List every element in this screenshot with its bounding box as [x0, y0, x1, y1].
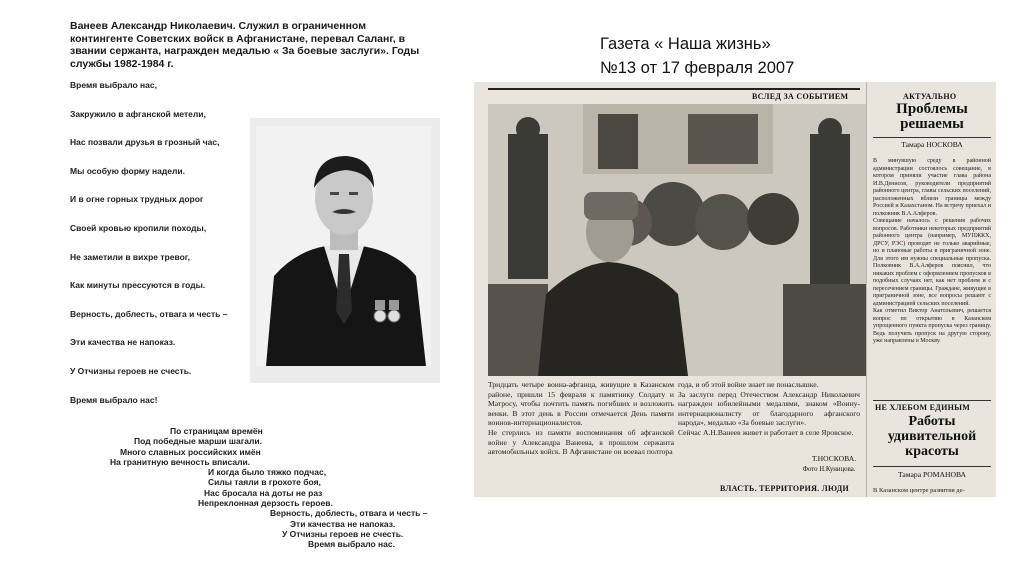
newspaper-clipping: [474, 82, 996, 497]
poem-line: Закружило в афганской метели,: [70, 108, 206, 119]
section-heading-culture: НЕ ХЛЕБОМ ЕДИНЫМ: [875, 403, 971, 412]
side-rule: [873, 400, 991, 401]
poem-line: Время выбрало нас!: [70, 394, 158, 405]
side-article-title-1: Проблемы решаемы: [896, 101, 968, 132]
caption-newspaper-name: Газета « Наша жизнь»: [600, 35, 771, 53]
side-rule: [873, 137, 991, 138]
poem-line: Непреклонная дерзость героев.: [198, 498, 333, 509]
header-rule: [488, 88, 860, 90]
poem-line: Эти качества не напоказ.: [70, 337, 176, 348]
poem-line: Время выбрало нас.: [308, 539, 396, 550]
poem-line: Нас бросала на доты не раз: [204, 487, 323, 498]
poem-line: Нас позвали друзья в грозный час,: [70, 137, 220, 148]
typed-document: [60, 18, 450, 558]
poem-line: По страницам времён: [170, 426, 263, 436]
section-heading-event: ВСЛЕД ЗА СОБЫТИЕМ: [752, 92, 849, 101]
poem-line: И в огне горных трудных дорог: [70, 194, 204, 205]
article-author: Т.НОСКОВА.: [811, 454, 857, 463]
poem-line: Верность, доблесть, отвага и честь –: [270, 508, 428, 519]
portrait-illustration: [256, 126, 431, 366]
section-heading-bottom: ВЛАСТЬ. ТЕРРИТОРИЯ. ЛЮДИ: [720, 484, 850, 493]
side-article-title-2: Работы удивительной красоты: [887, 414, 977, 459]
poem-line: У Отчизны героев не счесть.: [70, 365, 192, 376]
newspaper-caption: [600, 32, 794, 80]
memorial-photo-illustration: [488, 104, 866, 376]
newspaper-main-article: [474, 82, 866, 497]
section-heading-actual: АКТУАЛЬНО: [903, 92, 957, 101]
caption-issue-date: №13 от 17 февраля 2007: [600, 59, 795, 77]
article-text-column-1: Тридцать четыре воина-афганца, живущие в Казанском районе, пришли 15 февраля к памятнику Солдату и Матросу, чтобы почтить память погибших и возложить венки. В этот день в России отмечается День памяти воинов-интернационалистов. Не стерлись из памяти воспоминания об афганской войне у Александра Ванеева, в прошлом сержанта автомобильных войск. В Афганистане он воевал полтора: [488, 380, 674, 457]
side-article-text-2: В Казанском центре развития де-: [873, 487, 965, 494]
poem-line: Силы таяли в грохоте боя,: [208, 477, 321, 488]
poem-line: Верность, доблесть, отвага и честь –: [70, 308, 228, 319]
side-article-author-1: Тамара НОСКОВА: [901, 140, 963, 149]
poem-line: Эти качества не напоказ.: [290, 518, 396, 529]
poem-line: Под победные марши шагали.: [134, 436, 262, 447]
photo-credit: Фото Н.Куницова.: [802, 466, 856, 473]
side-article-text-1: В минувшую среду в районной администрации состоялось совещание, в котором приняли участие глава района И.В.Денисов, руководители предприятий районного центра, главы сельских поселений, расположенных вблизи границы между Россией и Казахстаном. На встречу приехал и полковник В.А.Алферов. Совещание началось с решения рабочих вопросов. Работники некоторых предприятий районного центра (например, МУПЖКХ, ДРСУ, РЭС) проводят не только аварийные, но и плановые работы в приграничной зоне. Для этого им нужны специальные пропуска. Полковник В.А.Алферов пояснил, что никаких проблем с оформлением пропусков в подобных случаях нет, как нет проблем и с пересечением границы. Граждане, живущие в приграничной зоне, все вопросы решают с администрацией сельских поселений. Как отметил Виктор Анатольевич, решается вопрос по открытию в Казанском упрощенного пункта пропуска через границу. Ведь получить пропуск на другую сторону, уже направлены в Москву.: [873, 158, 991, 344]
portrait-photo: [256, 126, 431, 366]
side-rule: [873, 466, 991, 467]
newspaper-side-column: [866, 82, 996, 497]
poem-line: Мы особую форму надели.: [70, 165, 186, 176]
poem-line: Своей кровью кропили походы,: [70, 222, 207, 233]
poem-part-2: [70, 426, 430, 550]
poem-line: На гранитную вечность вписали.: [110, 456, 251, 467]
poem-part-1: [70, 80, 260, 423]
poem-line: Время выбрало нас,: [70, 80, 158, 90]
side-article-author-2: Тамара РОМАНОВА: [897, 470, 967, 479]
article-text-column-2: года, и об этой войне знает не понаслышке. За заслуги перед Отечеством Александр Николаевич награжден юбилейными медалями, знаком «Воину-интернационалисту от благодарного афганского народа», медалью «За боевые заслуги». Сейчас А.Н.Ванеев живет и работает в селе Яровское.: [678, 380, 860, 437]
poem-line: И когда было тяжко подчас,: [208, 467, 327, 478]
portrait-photo-frame: [250, 118, 440, 383]
poem-line: Много славных российских имён: [120, 446, 261, 457]
poem-line: У Отчизны героев не счесть.: [282, 528, 404, 539]
biography-text: Ванеев Александр Николаевич. Служил в ограниченном контингенте Советских войск в Афганистане, перевал Саланг, в звании сержанта, награжден медалью « За боевые заслуги». Годы службы 1982-1984 г.: [70, 20, 420, 70]
poem-line: Как минуты прессуются в годы.: [70, 280, 206, 291]
memorial-photo: [488, 104, 866, 376]
poem-line: Не заметили в вихре тревог,: [70, 251, 190, 262]
